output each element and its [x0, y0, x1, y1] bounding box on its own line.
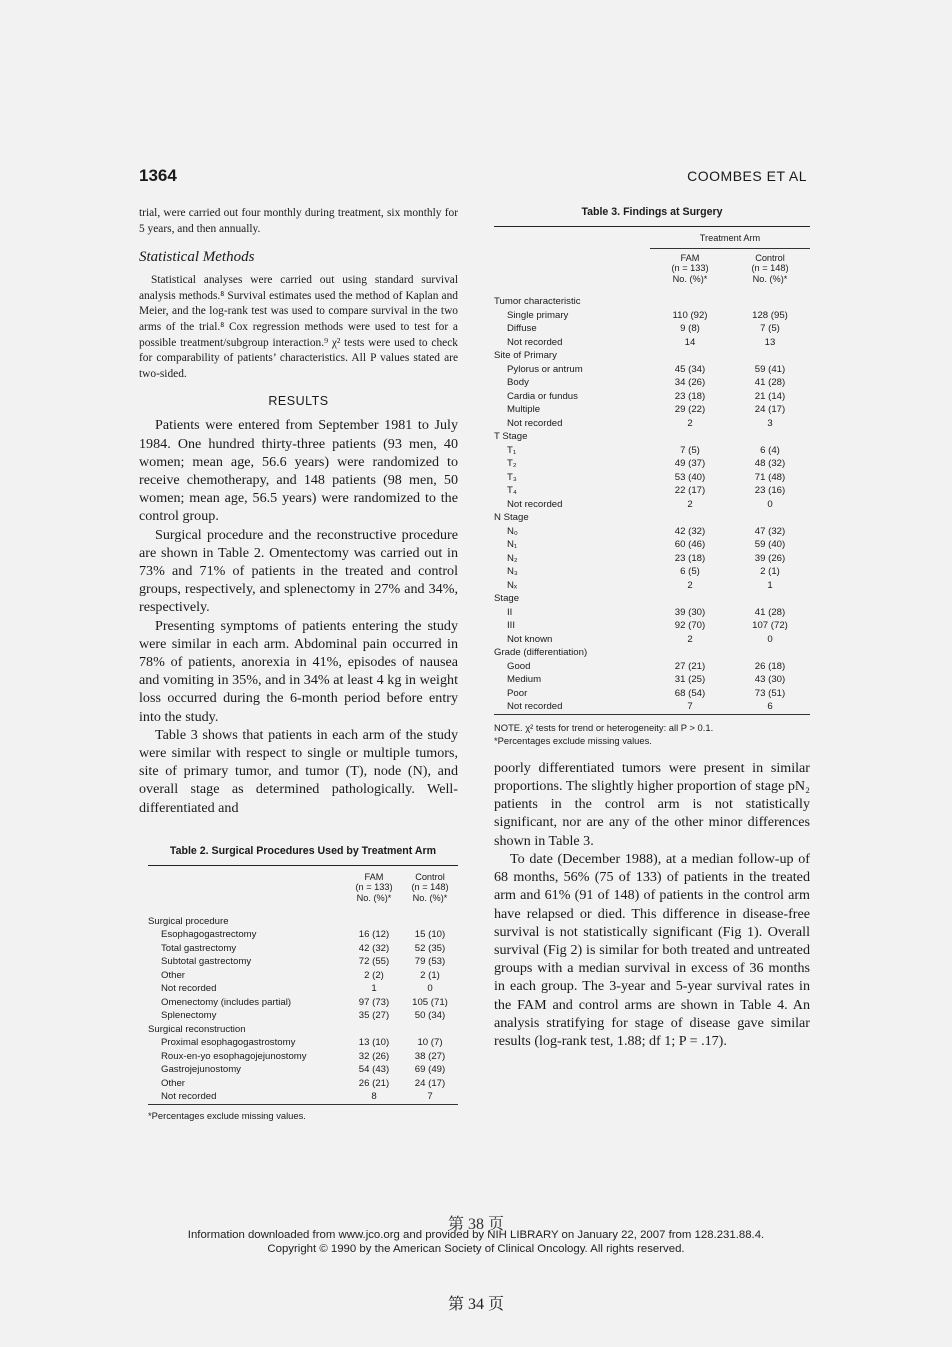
- table-2-row: [148, 969, 458, 983]
- table-3-label: Table 3.: [581, 206, 621, 218]
- table-2-row-control: 0: [427, 983, 433, 995]
- table-2-row-control: 10 (7): [417, 1037, 443, 1049]
- table-3-row: [494, 417, 810, 431]
- table-2-row-fam: 32 (26): [358, 1050, 390, 1062]
- table-2-row: [148, 942, 458, 956]
- table-3-row: [494, 525, 810, 539]
- table-3-row-fam: [650, 349, 730, 363]
- table-3-row-fam: 53 (40): [674, 471, 706, 483]
- results-paragraph-1: Patients were entered from September 1981 to July 1984. One hundred thirty-three patients (93 men, 40 women; mean age, 56.6 years) were randomized to receive chemotherapy, and 148 patients (98 men, 50 women; mean age, 56.5 years) were randomized to the control group.: [139, 417, 458, 525]
- table-3-row-control: 59 (40): [754, 539, 786, 551]
- table-2-row: [148, 982, 458, 996]
- table-3-row-label: Pylorus or antrum: [507, 363, 583, 375]
- left-column: [139, 206, 458, 1122]
- table-3-row-fam: 23 (18): [674, 552, 706, 564]
- table-3-row-label: Not known: [507, 633, 553, 645]
- table-3-row-fam: 7 (5): [680, 444, 700, 456]
- table-2-col1-name: FAM: [346, 865, 402, 882]
- table-2-row-fam: 35 (27): [358, 1010, 390, 1022]
- table-3-row-label: II: [507, 606, 513, 618]
- right-paragraph-1: poorly differentiated tumors were present in similar proportions. The slightly higher proportion of stage pN₂ patients in the control arm is not statistically significant, nor are any of the other minor differences shown in Table 3.: [494, 759, 810, 849]
- table-3-row-control: 13: [764, 336, 776, 348]
- table-2-row-control: 7: [427, 1091, 433, 1103]
- table-3-row-label: Stage: [494, 593, 520, 605]
- table-3-note: NOTE. χ² tests for trend or heterogeneity: all P > 0.1.: [494, 721, 714, 733]
- footer-copyright-line: Copyright © 1990 by the American Society of Clinical Oncology. All rights reserved.: [267, 1242, 685, 1255]
- table-3-row-control: 48 (32): [754, 458, 786, 470]
- table-3-row-label: T Stage: [494, 431, 528, 443]
- table-3-row-fam: 34 (26): [674, 377, 706, 389]
- table-2-row: [148, 1090, 458, 1104]
- table-3-row-label: Good: [507, 660, 531, 672]
- table-3-row-fam: 2: [687, 633, 693, 645]
- table-3-row-fam: 42 (32): [674, 525, 706, 537]
- table-3-row-label: T₂: [507, 458, 517, 470]
- table-2-title: [148, 845, 458, 857]
- table-2-caption: Surgical Procedures Used by Treatment Arm: [211, 844, 437, 857]
- table-3-row: [494, 700, 810, 714]
- table-2-row-label: Gastrojejunostomy: [161, 1064, 241, 1076]
- table-3-row: [494, 430, 810, 444]
- table-2-row-control: 38 (27): [414, 1050, 446, 1062]
- table-2-col1-unit: No. (%)*: [356, 893, 392, 903]
- results-paragraph-4: Table 3 shows that patients in each arm of the study were similar with respect to single or multiple tumors, site of primary tumor, and tumor (T), node (N), and overall stage as determined pathologically. Well-differentiated and: [139, 726, 458, 816]
- table-2-label: Table 2.: [169, 844, 209, 857]
- table-2-grid: [148, 865, 458, 1105]
- table-2-row-control: 2 (1): [420, 969, 440, 981]
- results-paragraph-2: Surgical procedure and the reconstructive procedure are shown in Table 2. Omentectomy was carried out in 73% and 71% of patients in the treated and control groups, respectively, and splenectomy in 27% and 34%, respectively.: [139, 526, 458, 616]
- table-2-row-label: Not recorded: [161, 983, 217, 995]
- table-2-row: [148, 1009, 458, 1023]
- table-3-row-fam: 29 (22): [674, 404, 706, 416]
- table-2-body: [148, 910, 458, 1105]
- table-3-row-fam: 14: [684, 336, 696, 348]
- table-3-row: [494, 687, 810, 701]
- table-2-row-control: 52 (35): [414, 942, 446, 954]
- table-3-row: [494, 457, 810, 471]
- table-3-row: [494, 403, 810, 417]
- table-2-footnote: *Percentages exclude missing values.: [148, 1109, 306, 1121]
- table-2-row-label: Surgical reconstruction: [148, 1023, 246, 1035]
- table-3-row-label: Not recorded: [507, 498, 563, 510]
- table-3-row: [494, 592, 810, 606]
- table-2-row-label: Not recorded: [161, 1091, 217, 1103]
- table-3-row: [494, 579, 810, 593]
- table-3-row-fam: 7: [687, 701, 693, 713]
- table-3-row-label: T₄: [507, 485, 517, 497]
- results-heading: RESULTS: [268, 394, 329, 409]
- table-3-row-fam: 68 (54): [674, 687, 706, 699]
- table-3-row-control: 7 (5): [760, 323, 780, 335]
- table-3-row-label: Multiple: [507, 404, 541, 416]
- results-paragraph-3: Presenting symptoms of patients entering the study were similar in each arm. Abdominal pain occurred in 78% of patients, anorexia in 41%, episodes of nausea and vomiting in 35%, and in 34% at least 4 kg in weight loss occurred during the 6-month period before entry into the study.: [139, 617, 458, 725]
- table-3-col1-n: (n = 133): [671, 263, 709, 274]
- table-3-row-label: Site of Primary: [494, 350, 557, 362]
- table-2-row-fam: 2 (2): [364, 969, 384, 981]
- table-3-row: [494, 606, 810, 620]
- table-2-row-fam: 54 (43): [358, 1064, 390, 1076]
- table-2-row-label: Other: [161, 1077, 185, 1089]
- table-3-row: [494, 322, 810, 336]
- table-3-row-fam: 60 (46): [674, 539, 706, 551]
- right-paragraph-2: To date (December 1988), at a median follow-up of 68 months, 56% (75 of 133) of patients in the treated arm and 61% (91 of 148) of patients in the control arm have relapsed or died. This difference in disease-free survival is not statistically significant (Fig 1). Overall survival (Fig 2) is similar for both treated and untreated groups with a median survival in excess of 36 months in each group. The 3-year and 5-year survival rates in the FAM and control arms are shown in Table 4. An analysis stratifying for stage of disease gave similar results (log-rank test, 1.88; df 1; P = .17).: [494, 850, 810, 1049]
- table-3-row-fam: 45 (34): [674, 363, 706, 375]
- table-3-row: [494, 484, 810, 498]
- table-3-row-control: 1: [767, 579, 773, 591]
- table-3-row-label: N₀: [507, 525, 518, 537]
- table-2-row-label: Surgical procedure: [148, 915, 229, 927]
- table-3-row-control: [730, 511, 810, 525]
- table-3-row-fam: 49 (37): [674, 458, 706, 470]
- table-3-col2-unit: No. (%)*: [752, 273, 788, 284]
- table-3-row-control: 41 (28): [754, 377, 786, 389]
- table-2-row-control: 105 (71): [412, 996, 448, 1008]
- table-3-row: [494, 660, 810, 674]
- table-3-row-label: Nₓ: [507, 579, 518, 591]
- table-3-row: [494, 349, 810, 363]
- table-2-row: [148, 1063, 458, 1077]
- table-2-row: [148, 1077, 458, 1091]
- table-3-row-label: T₃: [507, 471, 517, 483]
- table-3-row: [494, 538, 810, 552]
- table-3-row-fam: 2: [687, 579, 693, 591]
- table-3-row: [494, 290, 810, 309]
- table-3-row: [494, 363, 810, 377]
- table-3-row: [494, 444, 810, 458]
- table-2-row-label: Subtotal gastrectomy: [161, 956, 252, 968]
- table-3-row: [494, 511, 810, 525]
- table-3-row-label: Single primary: [507, 309, 569, 321]
- table-3: [494, 206, 810, 747]
- table-3-row-control: 39 (26): [754, 552, 786, 564]
- table-3-row: [494, 673, 810, 687]
- table-3-row-fam: [650, 511, 730, 525]
- table-2-row-fam: 97 (73): [358, 996, 390, 1008]
- table-3-footnote: *Percentages exclude missing values.: [494, 734, 652, 746]
- table-3-row-control: 21 (14): [754, 390, 786, 402]
- table-2-col1-n: (n = 133): [355, 882, 393, 893]
- table-3-row-control: 0: [767, 498, 773, 510]
- table-3-row-fam: 9 (8): [680, 323, 700, 335]
- table-3-row: [494, 565, 810, 579]
- table-3-row-control: [730, 430, 810, 444]
- table-3-row-control: [730, 290, 810, 309]
- table-3-body: [494, 290, 810, 714]
- table-3-row-label: Not recorded: [507, 701, 563, 713]
- table-3-row: [494, 646, 810, 660]
- table-3-col2-n: (n = 148): [751, 263, 789, 274]
- table-3-row-label: Diffuse: [507, 323, 537, 335]
- table-3-row-control: 6: [767, 701, 773, 713]
- footer-page-label-top: 第 38 页: [447, 1216, 504, 1233]
- table-3-col1-unit: No. (%)*: [672, 273, 708, 284]
- table-3-row-fam: [650, 290, 730, 309]
- table-3-row-label: N₁: [507, 539, 518, 551]
- table-3-row-control: 2 (1): [760, 566, 780, 578]
- table-2-row-fam: [346, 1023, 402, 1037]
- table-3-row-fam: [650, 430, 730, 444]
- table-2-col2-name: Control: [402, 865, 458, 882]
- table-2-row-label: Total gastrectomy: [161, 942, 237, 954]
- table-3-row: [494, 376, 810, 390]
- table-3-grid: [494, 226, 810, 715]
- table-3-row-fam: [650, 646, 730, 660]
- table-3-row-control: 107 (72): [752, 620, 788, 632]
- table-2-row-fam: 8: [371, 1091, 377, 1103]
- table-3-row: [494, 619, 810, 633]
- table-3-row-control: 6 (4): [760, 444, 780, 456]
- table-3-row-control: 23 (16): [754, 485, 786, 497]
- table-3-row-control: 59 (41): [754, 363, 786, 375]
- table-2-row-control: 50 (34): [414, 1010, 446, 1022]
- table-3-row-control: 41 (28): [754, 606, 786, 618]
- table-2-row: [148, 928, 458, 942]
- table-3-row: [494, 390, 810, 404]
- table-2-row-control: 24 (17): [414, 1077, 446, 1089]
- table-3-row-control: 3: [767, 417, 773, 429]
- table-2-row: [148, 1036, 458, 1050]
- right-column: [494, 206, 810, 1050]
- table-3-row-fam: 27 (21): [674, 660, 706, 672]
- table-3-row-fam: [650, 592, 730, 606]
- table-3-row: [494, 471, 810, 485]
- table-3-row-control: 24 (17): [754, 404, 786, 416]
- table-3-col2-name: Control: [730, 248, 810, 263]
- table-2-row-fam: 72 (55): [358, 956, 390, 968]
- table-3-row-label: Medium: [507, 674, 542, 686]
- table-3-row-label: Not recorded: [507, 336, 563, 348]
- footer-download-line: Information downloaded from www.jco.org and provided by NIH LIBRARY on January 22, 2007 from 128.231.88.4.: [187, 1229, 765, 1241]
- table-3-row-control: 73 (51): [754, 687, 786, 699]
- table-3-col1-name: FAM: [650, 248, 730, 263]
- table-3-row-control: 71 (48): [754, 471, 786, 483]
- table-3-row-label: Cardia or fundus: [507, 390, 578, 402]
- table-3-row-control: 0: [767, 633, 773, 645]
- table-3-caption: Findings at Surgery: [623, 206, 723, 218]
- table-3-row-control: 47 (32): [754, 525, 786, 537]
- table-3-row: [494, 633, 810, 647]
- table-3-row-fam: 110 (92): [672, 309, 708, 321]
- table-3-row-fam: 22 (17): [674, 485, 706, 497]
- table-2-row-control: [402, 1023, 458, 1037]
- table-3-row-fam: 92 (70): [674, 620, 706, 632]
- table-2-row-fam: 16 (12): [358, 929, 390, 941]
- table-2-row-control: [402, 910, 458, 929]
- table-2: [139, 845, 458, 1122]
- table-3-row-control: 43 (30): [754, 674, 786, 686]
- table-3-row: [494, 498, 810, 512]
- table-3-row-label: N₃: [507, 566, 518, 578]
- statistical-methods-text: Statistical analyses were carried out using standard survival analysis methods.⁸ Survival estimates used the method of Kaplan and Meier, and the log-rank test was used to compare survival in the two arms of the trial.⁸ Cox regression methods were used to test for a possible treatment/subgroup interaction.⁹ χ² tests were used to check for comparability of patients’ characteristics. All P values stated are two-sided.: [139, 274, 458, 380]
- table-3-row-label: Grade (differentiation): [494, 647, 588, 659]
- table-3-row-label: N₂: [507, 552, 518, 564]
- footer-download-info: [0, 1229, 952, 1256]
- table-3-row-fam: 31 (25): [674, 674, 706, 686]
- table-3-span-header: Treatment Arm: [650, 227, 810, 249]
- table-2-row: [148, 996, 458, 1010]
- page-number: 1364: [139, 166, 177, 185]
- statistical-methods-heading: Statistical Methods: [139, 249, 255, 266]
- table-2-row-fam: [346, 910, 402, 929]
- table-3-row-label: Body: [507, 377, 529, 389]
- table-3-row-control: 26 (18): [754, 660, 786, 672]
- table-3-row-label: T₁: [507, 444, 517, 456]
- table-3-title: [494, 206, 810, 218]
- table-2-row-control: 69 (49): [414, 1064, 446, 1076]
- table-3-row-label: Tumor characteristic: [494, 296, 581, 308]
- table-2-row: [148, 1023, 458, 1037]
- table-2-row-label: Roux-en-yo esophagojejunostomy: [161, 1050, 307, 1062]
- table-2-row-fam: 13 (10): [358, 1037, 390, 1049]
- table-3-row: [494, 309, 810, 323]
- table-2-row-label: Proximal esophagogastrostomy: [161, 1037, 296, 1049]
- table-3-row-fam: 39 (30): [674, 606, 706, 618]
- table-2-row-control: 79 (53): [414, 956, 446, 968]
- table-2-row: [148, 955, 458, 969]
- table-3-row-control: [730, 592, 810, 606]
- table-3-row-label: Poor: [507, 687, 528, 699]
- table-3-row-fam: 2: [687, 417, 693, 429]
- table-3-row-label: III: [507, 620, 515, 632]
- table-3-row-fam: 2: [687, 498, 693, 510]
- table-3-row-control: 128 (95): [752, 309, 788, 321]
- table-2-row-label: Omenectomy (includes partial): [161, 996, 292, 1008]
- table-2-row: [148, 910, 458, 929]
- table-2-row-label: Esophagogastrectomy: [161, 929, 257, 941]
- table-3-row-control: [730, 646, 810, 660]
- table-3-row-control: [730, 349, 810, 363]
- table-2-row-fam: 1: [371, 983, 377, 995]
- intro-text: trial, were carried out four monthly during treatment, six monthly for 5 years, and then annually.: [139, 207, 458, 235]
- table-3-row-fam: 6 (5): [680, 566, 700, 578]
- running-head: COOMBES ET AL: [687, 168, 807, 184]
- table-2-col2-unit: No. (%)*: [412, 893, 448, 903]
- table-3-row: [494, 336, 810, 350]
- table-3-row-fam: 23 (18): [674, 390, 706, 402]
- table-2-col2-n: (n = 148): [411, 882, 449, 893]
- footer-page-label-bottom: 第 34 页: [447, 1296, 504, 1313]
- table-2-row-fam: 26 (21): [358, 1077, 390, 1089]
- table-3-row-label: N Stage: [494, 512, 529, 524]
- table-2-row-fam: 42 (32): [358, 942, 390, 954]
- table-2-row-control: 15 (10): [414, 929, 446, 941]
- table-3-row-label: Not recorded: [507, 417, 563, 429]
- table-2-row-label: Other: [161, 969, 185, 981]
- table-2-row-label: Splenectomy: [161, 1010, 217, 1022]
- table-2-row: [148, 1050, 458, 1064]
- table-3-row: [494, 552, 810, 566]
